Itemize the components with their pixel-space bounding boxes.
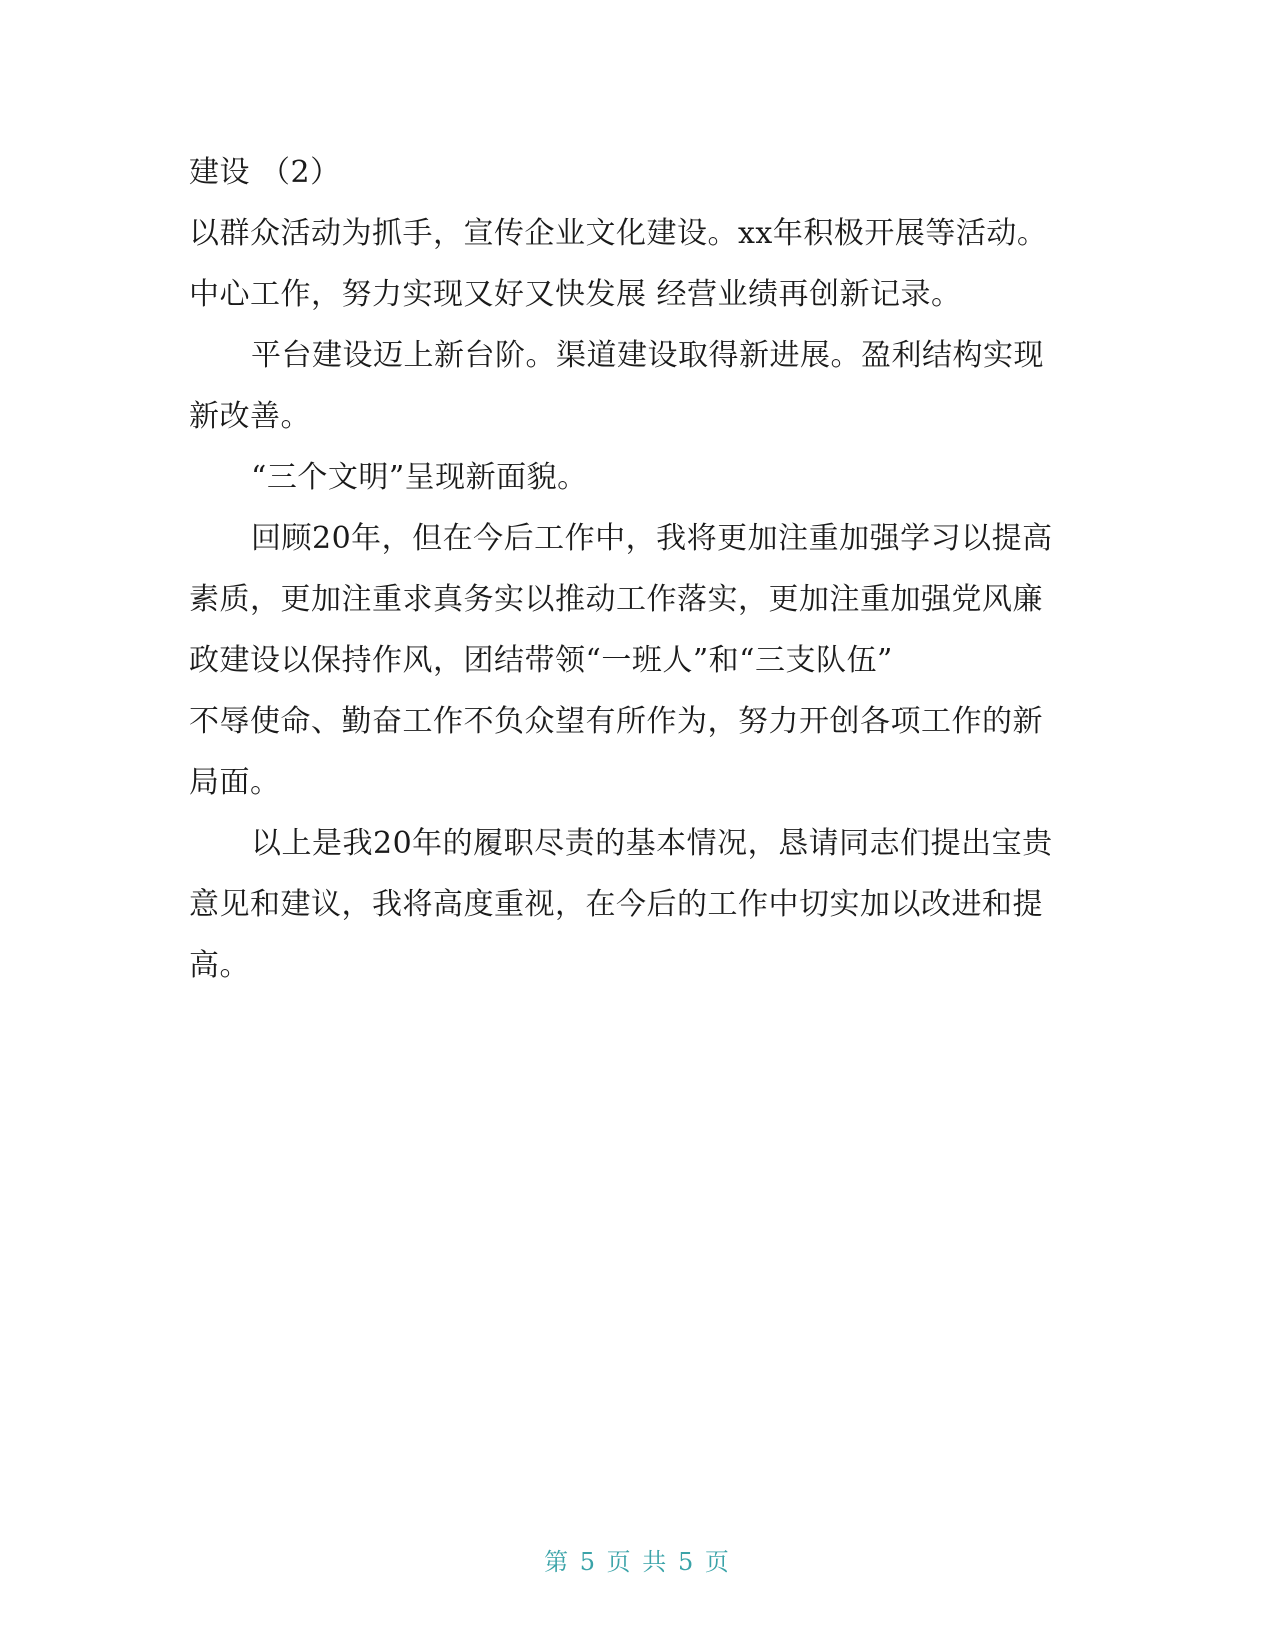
text-line: 高。: [189, 948, 250, 983]
text-line: 建设 （2）: [189, 155, 341, 190]
text-line: 不辱使命、勤奋工作不负众望有所作为，努力开创各项工作的新: [189, 704, 1043, 739]
text-line: 意见和建议，我将高度重视，在今后的工作中切实加以改进和提: [189, 887, 1043, 922]
page-number-label: 第 5 页 共 5 页: [544, 1548, 731, 1576]
document-body: [189, 142, 1069, 996]
text-line: 以上是我20年的履职尽责的基本情况，恳请同志们提出宝贵: [251, 826, 1053, 861]
page-footer: [0, 1542, 1275, 1577]
text-line: 回顾20年，但在今后工作中，我将更加注重加强学习以提高: [251, 521, 1053, 556]
text-line: 素质，更加注重求真务实以推动工作落实，更加注重加强党风廉: [189, 582, 1043, 617]
text-line: 新改善。: [189, 399, 311, 434]
text-line: 局面。: [189, 765, 281, 800]
text-line: 中心工作，努力实现又好又快发展 经营业绩再创新记录。: [189, 277, 962, 312]
text-line: 以群众活动为抓手，宣传企业文化建设。xx年积极开展等活动。: [189, 216, 1048, 251]
text-line: “三个文明”呈现新面貌。: [251, 460, 588, 495]
text-line: 政建设以保持作风，团结带领“一班人”和“三支队伍”: [189, 643, 893, 678]
text-line: 平台建设迈上新台阶。渠道建设取得新进展。盈利结构实现: [251, 338, 1044, 373]
